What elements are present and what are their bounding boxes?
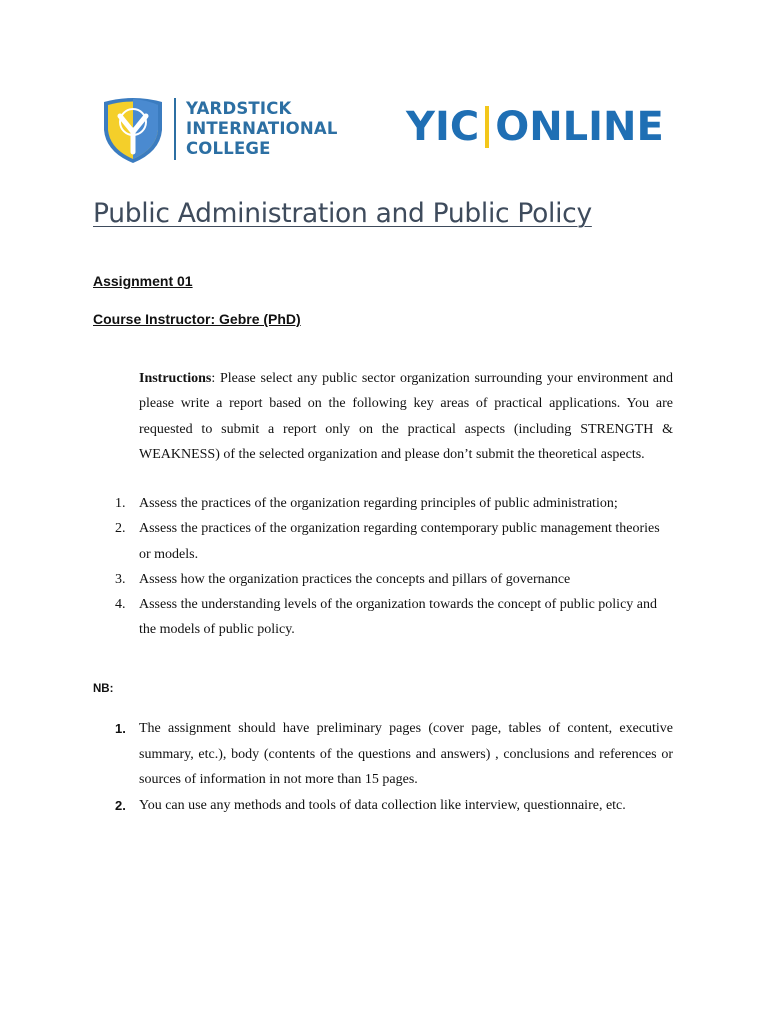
list-item-text: You can use any methods and tools of data collection like interview, questionnaire, etc. — [139, 797, 626, 813]
list-item-number: 2. — [115, 521, 126, 537]
list-item-number: 2. — [115, 797, 126, 813]
list-item-number: 1. — [115, 721, 126, 736]
instructions-paragraph — [139, 366, 673, 467]
list-item — [112, 716, 673, 793]
instructions-label: Instructions — [139, 371, 212, 386]
assignment-heading: Assignment 01 — [93, 273, 193, 289]
shield-icon — [102, 96, 164, 164]
college-name-line-3: COLLEGE — [186, 139, 271, 158]
college-name — [186, 99, 356, 159]
task-list — [112, 491, 673, 643]
college-name-line-2: INTERNATIONAL — [186, 119, 338, 138]
list-item-text: Assess the practices of the organization regarding principles of public administration; — [139, 496, 618, 511]
list-item-number: 3. — [115, 571, 126, 587]
notes-list — [112, 716, 673, 818]
yic-online-logo — [406, 104, 664, 150]
brand-divider — [485, 106, 489, 148]
list-item — [112, 516, 673, 567]
brand-yic: YIC — [406, 104, 480, 150]
list-item-text: Assess the practices of the organization regarding contemporary public management theories or models. — [139, 521, 660, 562]
list-item — [112, 592, 673, 643]
list-item — [112, 491, 673, 516]
logo-divider — [174, 98, 176, 160]
document-title: Public Administration and Public Policy — [93, 198, 592, 229]
list-item — [112, 567, 673, 592]
list-item — [112, 793, 673, 819]
list-item-text: The assignment should have preliminary pages (cover page, tables of content, executive summary, etc.), body (contents of the questions and answers) , conclusions and references or sources of information in not more than 15 pages. — [139, 721, 673, 787]
brand-online: ONLINE — [495, 104, 664, 150]
college-name-line-1: YARDSTICK — [186, 99, 292, 118]
instructions-text: : Please select any public sector organization surrounding your environment and please write a report based on the following key areas of practical applications. You are requested to submit a report only on the practical aspects (including STRENGTH & WEAKNESS) of the selected organization and please don’t submit the theoretical aspects. — [139, 371, 673, 462]
list-item-text: Assess the understanding levels of the organization towards the concept of public policy and the models of public policy. — [139, 597, 657, 638]
list-item-text: Assess how the organization practices the concepts and pillars of governance — [139, 571, 571, 587]
nb-label: NB: — [93, 683, 114, 695]
list-item-number: 4. — [115, 597, 126, 613]
instructor-heading: Course Instructor: Gebre (PhD) — [93, 311, 301, 327]
list-item-number: 1. — [115, 496, 126, 511]
